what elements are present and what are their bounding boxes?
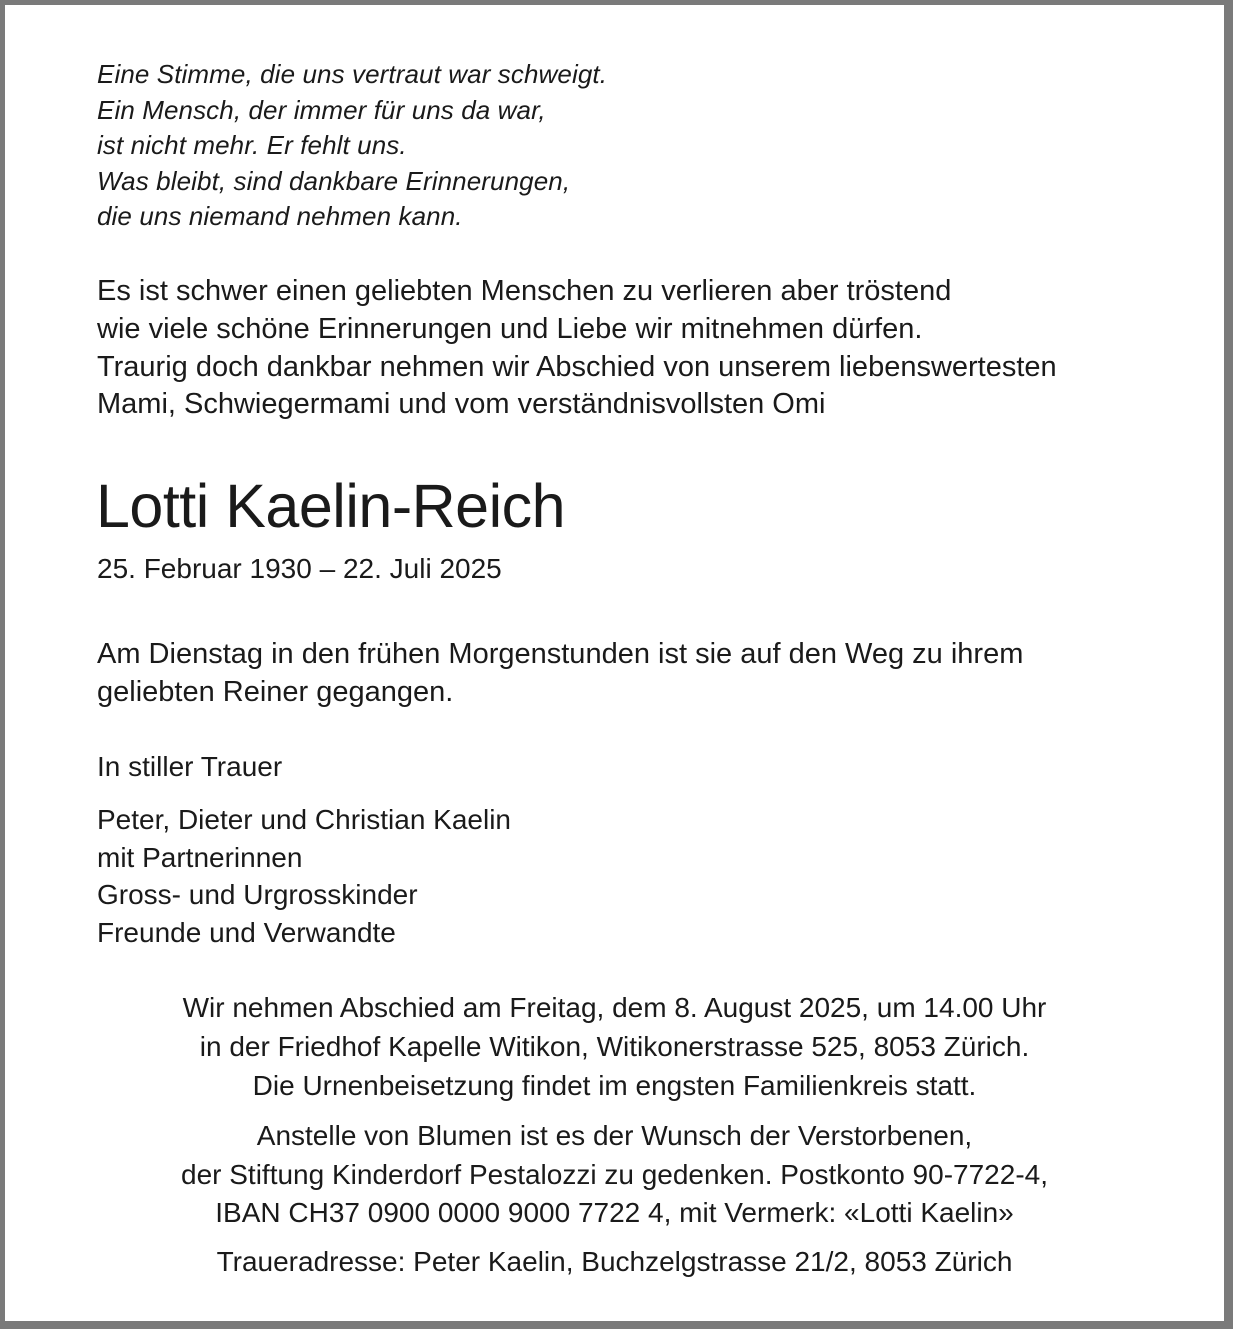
message-line: Am Dienstag in den frühen Morgenstunden ist sie auf den Weg zu ihrem <box>97 638 1024 670</box>
mourning-address: Traueradresse: Peter Kaelin, Buchzelgstrasse 21/2, 8053 Zürich <box>216 1246 1013 1277</box>
message-line: geliebten Reiner gegangen. <box>97 676 454 708</box>
poem-line: die uns niemand nehmen kann. <box>97 201 463 231</box>
obituary-page <box>5 5 1224 1321</box>
ceremony-info <box>5 988 1224 1105</box>
intro-line: Es ist schwer einen geliebten Menschen zu verlieren aber tröstend <box>97 275 952 307</box>
poem-line: Was bleibt, sind dankbare Erinnerungen, <box>97 165 571 196</box>
deceased-name: Lotti Kaelin-Reich <box>96 472 566 540</box>
family-line: Gross- und Urgrosskinder <box>97 879 418 911</box>
family-line: Freunde und Verwandte <box>97 917 396 949</box>
family-line: mit Partnerinnen <box>97 841 303 873</box>
intro-line: Traurig doch dankbar nehmen wir Abschied von unserem liebenswertesten <box>97 350 1057 383</box>
intro-line: Mami, Schwiegermami und vom verständnisvollsten Omi <box>97 388 826 421</box>
donation-line: der Stiftung Kinderdorf Pestalozzi zu gedenken. Postkonto 90-7722-4, <box>181 1158 1048 1190</box>
poem <box>97 57 607 235</box>
passing-message <box>97 635 1023 711</box>
poem-line: ist nicht mehr. Er fehlt uns. <box>97 130 407 160</box>
ceremony-line: Wir nehmen Abschied am Freitag, dem 8. August 2025, um 14.00 Uhr <box>182 992 1047 1023</box>
poem-line: Eine Stimme, die uns vertraut war schweigt. <box>97 59 608 89</box>
poem-line: Ein Mensch, der immer für uns da war, <box>97 94 546 125</box>
mourning-label: In stiller Trauer <box>97 751 283 782</box>
donation-info <box>5 1117 1224 1233</box>
donation-line: IBAN CH37 0900 0000 9000 7722 4, mit Vermerk: «Lotti Kaelin» <box>215 1197 1014 1228</box>
donation-line: Anstelle von Blumen ist es der Wunsch der Verstorbenen, <box>256 1120 973 1151</box>
intro-text <box>97 273 1057 424</box>
intro-line: wie viele schöne Erinnerungen und Liebe wir mitnehmen dürfen. <box>97 312 923 345</box>
family-list <box>97 801 511 952</box>
ceremony-line: Die Urnenbeisetzung findet im engsten Familienkreis statt. <box>252 1070 977 1101</box>
family-line: Peter, Dieter und Christian Kaelin <box>97 804 511 835</box>
ceremony-line: in der Friedhof Kapelle Witikon, Witikonerstrasse 525, 8053 Zürich. <box>199 1031 1030 1062</box>
life-dates: 25. Februar 1930 – 22. Juli 2025 <box>97 553 502 584</box>
